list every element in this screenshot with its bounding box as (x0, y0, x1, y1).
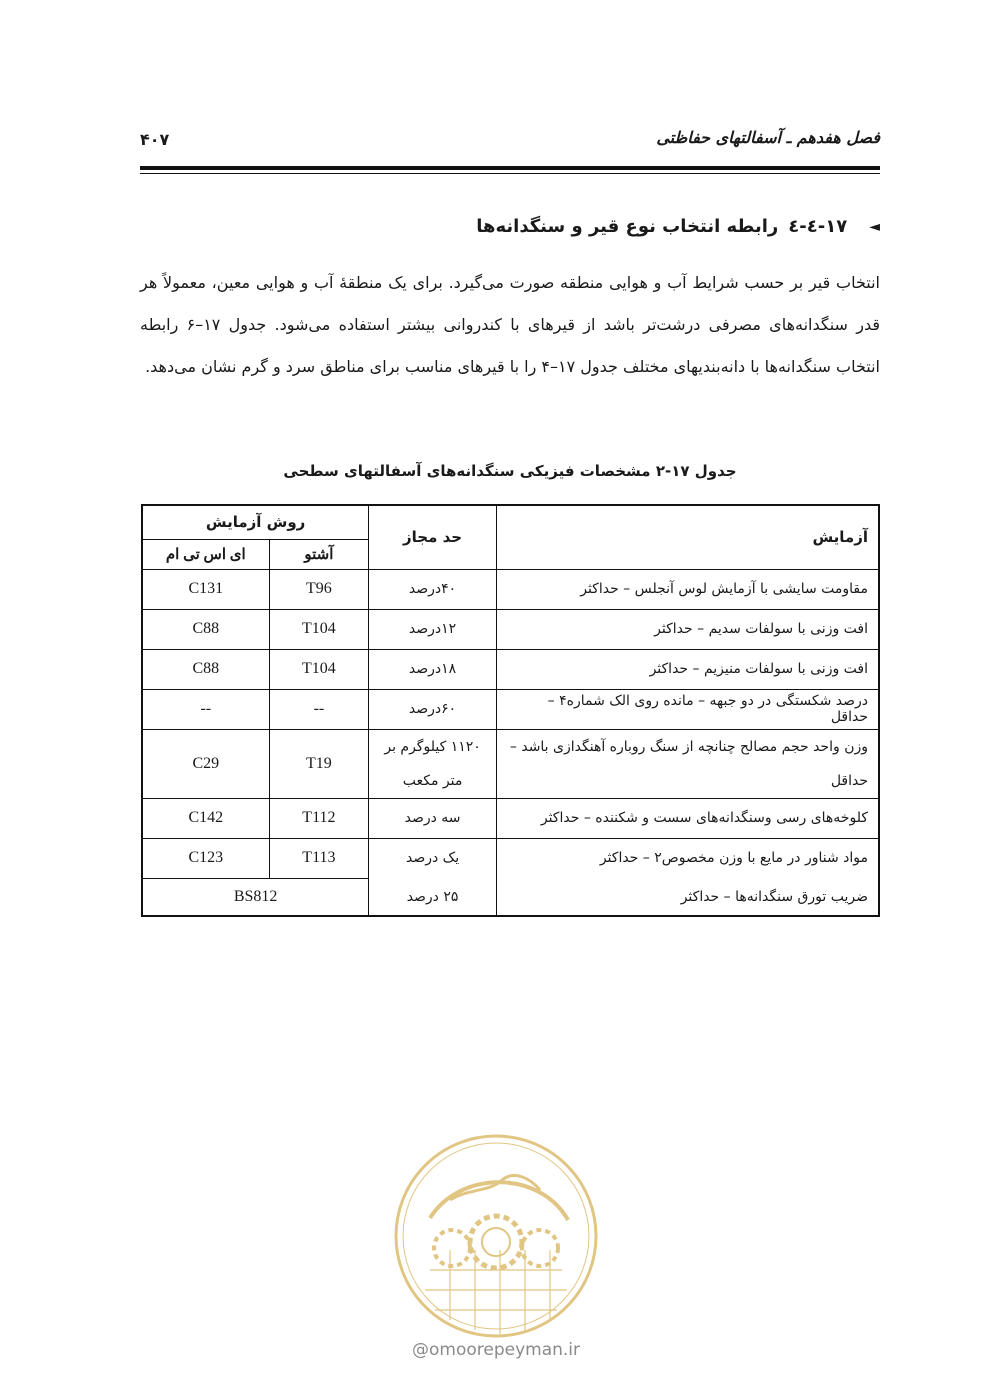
specs-table (141, 504, 880, 917)
cell-astm: C29 (142, 729, 269, 798)
website-url: @omoorepeyman.ir (411, 1340, 581, 1360)
cell-aashto: T96 (269, 569, 369, 609)
cell-aashto: T113 (269, 838, 369, 878)
cell-astm: C142 (142, 798, 269, 838)
table-row (142, 798, 879, 838)
table-row (142, 649, 879, 689)
cell-test: ضریب تورق سنگدانه‌ها – حداکثر (496, 878, 879, 916)
cell-astm: -- (142, 689, 269, 729)
cell-limit: یک درصد (369, 838, 497, 878)
cell-aashto: -- (269, 689, 369, 729)
section-title: رابطه انتخاب نوع قیر و سنگدانه‌ها (476, 216, 779, 237)
page-number: ۴۰۷ (140, 130, 170, 149)
chapter-title: فصل هفدهم ـ آسفالتهای حفاظتی (656, 128, 880, 147)
section-number: ۱۷-٤-٤ (788, 216, 848, 237)
cell-limit: ۲۵ درصد (369, 878, 497, 916)
table-header-row (142, 505, 879, 539)
header-rule-thick (140, 166, 880, 170)
header-limit: حد مجاز (369, 505, 497, 569)
table-row (142, 569, 879, 609)
table-row (142, 878, 879, 916)
table-caption: جدول ۱۷-۲ مشخصات فیزیکی سنگدانه‌های آسفالتهای سطحی (283, 462, 737, 480)
cell-test: افت وزنی با سولفات سدیم – حداکثر (496, 609, 879, 649)
page-header (140, 128, 880, 160)
table-row (142, 838, 879, 878)
header-method: روش آزمایش (142, 505, 369, 539)
cell-astm: C88 (142, 609, 269, 649)
cell-aashto: T104 (269, 649, 369, 689)
cell-astm: C123 (142, 838, 269, 878)
cell-aashto: T112 (269, 798, 369, 838)
cell-limit: ۱۱۲۰ کیلوگرم بر متر مکعب (369, 729, 497, 798)
section-heading (476, 216, 880, 237)
cell-limit: ۴۰درصد (369, 569, 497, 609)
cell-limit: ۶۰درصد (369, 689, 497, 729)
cell-aashto: T104 (269, 609, 369, 649)
cell-test: مقاومت سایشی با آزمایش لوس آنجلس – حداکثر (496, 569, 879, 609)
cell-limit: ۱۸درصد (369, 649, 497, 689)
table-row (142, 689, 879, 729)
table-row (142, 729, 879, 798)
cell-astm: C88 (142, 649, 269, 689)
header-astm: ای اس تی ام (142, 539, 269, 569)
cell-test: افت وزنی با سولفات منیزیم – حداکثر (496, 649, 879, 689)
cell-aashto: T19 (269, 729, 369, 798)
header-aashto: آشتو (269, 539, 369, 569)
cell-test: کلوخه‌های رسی وسنگدانه‌های سست و شکننده – حداکثر (496, 798, 879, 838)
cell-limit: سه درصد (369, 798, 497, 838)
cell-test: وزن واحد حجم مصالح چنانچه از سنگ روباره آهنگدازی باشد – حداقل (496, 729, 879, 798)
cell-bs: BS812 (142, 878, 369, 916)
header-test: آزمایش (496, 505, 879, 569)
section-bullet-icon: ◄ (869, 218, 880, 235)
cell-limit: ۱۲درصد (369, 609, 497, 649)
cell-test: درصد شکستگی در دو جبهه – مانده روی الک شماره۴ – حداقل (496, 689, 879, 729)
body-paragraph: انتخاب قیر بر حسب شرایط آب و هوایی منطقه صورت می‌گیرد. برای یک منطقهٔ آب و هوایی معین، معمولاً هر قدر سنگدانه‌های مصرفی درشت‌تر باشد از قیرهای با کندروانی بیشتر استفاده می‌شود. جدول ۱۷–۶ رابطه انتخاب سنگدانه‌ها با دانه‌بندیهای مختلف جدول ۱۷–۴ را با قیرهای مناسب برای مناطق سرد و گرم نشان می‌دهد. (140, 273, 880, 376)
cell-astm: C131 (142, 569, 269, 609)
header-rule-thin (140, 173, 880, 174)
cell-test: مواد شناور در مایع با وزن مخصوص۲ – حداکثر (496, 838, 879, 878)
table-row (142, 609, 879, 649)
watermark-logo (390, 1130, 602, 1342)
